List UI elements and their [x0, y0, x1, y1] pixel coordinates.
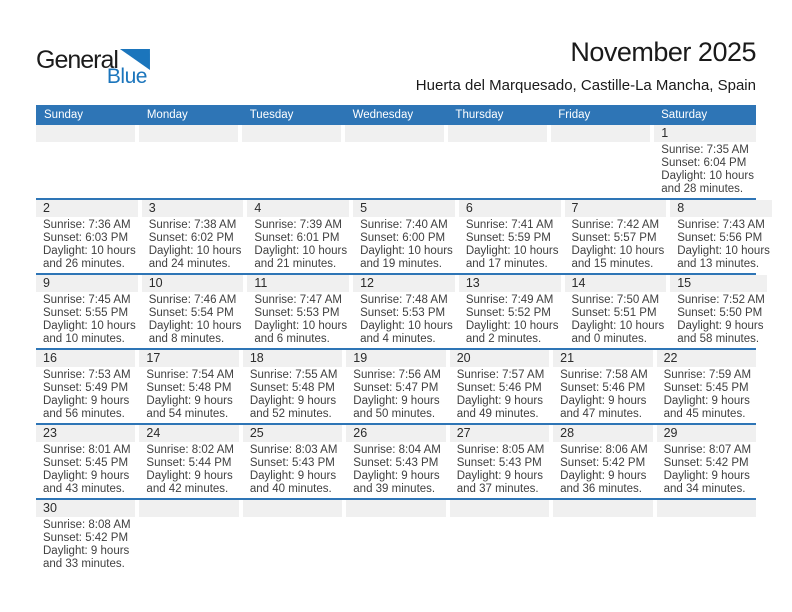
day-cell-18 — [243, 350, 342, 423]
day-cell-26 — [346, 425, 445, 498]
day-detail-line: and 17 minutes. — [465, 258, 548, 270]
day-cell-10 — [142, 275, 244, 348]
day-details — [553, 442, 652, 498]
day-number: 22 — [657, 350, 756, 367]
day-detail-line: Daylight: 9 hours — [43, 545, 130, 557]
day-cell-5 — [353, 200, 455, 273]
day-detail-line: Sunrise: 7:55 AM — [249, 369, 338, 381]
day-number: 10 — [142, 275, 244, 292]
day-cell-empty — [345, 125, 444, 198]
day-cell-14 — [565, 275, 667, 348]
day-detail-line: Sunrise: 7:49 AM — [465, 294, 554, 306]
day-detail-line: Sunset: 5:52 PM — [465, 307, 551, 319]
day-detail-line: and 47 minutes. — [560, 408, 642, 420]
day-number-empty — [346, 500, 445, 517]
day-detail-line: Sunset: 5:56 PM — [677, 232, 763, 244]
day-detail-line: Sunrise: 7:40 AM — [360, 219, 448, 231]
day-detail-line: Daylight: 10 hours — [43, 245, 136, 257]
day-cell-27 — [450, 425, 549, 498]
day-number: 8 — [670, 200, 772, 217]
day-detail-line: Sunrise: 7:47 AM — [254, 294, 342, 306]
day-detail-line: Daylight: 9 hours — [663, 470, 750, 482]
day-details — [36, 442, 135, 498]
day-number: 19 — [346, 350, 445, 367]
day-number-empty — [242, 125, 341, 142]
day-number-empty — [243, 500, 342, 517]
day-cell-8 — [670, 200, 772, 273]
day-detail-line: and 0 minutes. — [571, 333, 647, 345]
day-cell-20 — [450, 350, 549, 423]
day-detail-line: Daylight: 10 hours — [571, 245, 665, 257]
day-detail-line: Sunrise: 8:02 AM — [146, 444, 234, 456]
day-details — [36, 217, 138, 273]
week-row-1 — [36, 125, 756, 200]
day-cell-29 — [657, 425, 756, 498]
day-number: 16 — [36, 350, 135, 367]
day-number-empty — [553, 500, 652, 517]
day-cell-15 — [670, 275, 767, 348]
day-number: 4 — [247, 200, 349, 217]
day-detail-line: Sunrise: 7:38 AM — [148, 219, 237, 231]
weekday-thursday: Thursday — [455, 109, 504, 121]
day-detail-line: Daylight: 10 hours — [465, 320, 559, 332]
day-detail-line: Sunrise: 7:36 AM — [43, 219, 131, 231]
day-detail-line: and 43 minutes. — [43, 483, 125, 495]
day-detail-line: and 33 minutes. — [43, 558, 125, 570]
day-detail-line: Daylight: 10 hours — [360, 245, 453, 257]
day-cell-12 — [353, 275, 455, 348]
weekday-tuesday: Tuesday — [249, 109, 294, 121]
day-details — [654, 142, 756, 198]
day-detail-line: Sunset: 5:53 PM — [254, 307, 340, 319]
day-detail-line: Sunrise: 7:58 AM — [560, 369, 648, 381]
day-details — [670, 217, 772, 273]
day-detail-line: Daylight: 10 hours — [148, 320, 242, 332]
logo-text-general: General — [36, 46, 118, 74]
day-detail-line: Sunrise: 7:45 AM — [43, 294, 131, 306]
day-detail-line: Sunrise: 8:01 AM — [43, 444, 131, 456]
day-number-empty — [448, 125, 547, 142]
day-cell-empty — [450, 500, 549, 573]
day-detail-line: Sunset: 5:57 PM — [571, 232, 657, 244]
calendar-table — [36, 105, 770, 573]
day-detail-line: Sunrise: 7:56 AM — [353, 369, 441, 381]
day-detail-line: Sunset: 5:48 PM — [146, 382, 232, 394]
day-cell-11 — [247, 275, 349, 348]
day-detail-line: and 52 minutes. — [249, 408, 332, 420]
day-detail-line: Daylight: 9 hours — [456, 470, 543, 482]
day-cell-23 — [36, 425, 135, 498]
day-cell-30 — [36, 500, 135, 573]
day-detail-line: Sunrise: 7:53 AM — [43, 369, 131, 381]
day-number: 12 — [353, 275, 455, 292]
day-details — [459, 292, 561, 348]
day-number-empty — [345, 125, 444, 142]
day-detail-line: and 4 minutes. — [360, 333, 436, 345]
day-detail-line: Sunset: 6:00 PM — [360, 232, 446, 244]
week-row-3 — [36, 275, 765, 350]
day-detail-line: and 58 minutes. — [677, 333, 760, 345]
day-cell-empty — [243, 500, 342, 573]
day-details — [353, 217, 455, 273]
day-detail-line: Daylight: 9 hours — [43, 470, 130, 482]
weekday-wednesday: Wednesday — [352, 109, 414, 121]
day-detail-line: Sunrise: 8:06 AM — [560, 444, 648, 456]
day-detail-line: and 54 minutes. — [146, 408, 229, 420]
day-detail-line: Daylight: 9 hours — [353, 395, 440, 407]
day-detail-line: Sunset: 5:55 PM — [43, 307, 129, 319]
day-detail-line: Sunset: 5:48 PM — [249, 382, 335, 394]
day-details — [450, 367, 549, 423]
day-number: 29 — [657, 425, 756, 442]
day-cell-empty — [36, 125, 135, 198]
day-number: 14 — [565, 275, 667, 292]
day-detail-line: Sunrise: 7:57 AM — [456, 369, 545, 381]
day-detail-line: and 10 minutes. — [43, 333, 125, 345]
day-number-empty — [450, 500, 549, 517]
titles-block — [416, 38, 756, 94]
calendar-grid — [36, 125, 770, 573]
day-detail-line: Sunset: 5:54 PM — [148, 307, 234, 319]
day-cell-28 — [553, 425, 652, 498]
day-cell-empty — [242, 125, 341, 198]
day-cell-empty — [139, 125, 238, 198]
day-cell-empty — [448, 125, 547, 198]
day-detail-line: and 2 minutes. — [465, 333, 542, 345]
day-detail-line: Sunset: 6:01 PM — [254, 232, 340, 244]
day-details — [142, 292, 244, 348]
day-cell-empty — [551, 125, 650, 198]
day-detail-line: Daylight: 9 hours — [249, 470, 337, 482]
day-detail-line: and 24 minutes. — [148, 258, 231, 270]
day-detail-line: Sunrise: 8:05 AM — [456, 444, 545, 456]
day-detail-line: and 8 minutes. — [148, 333, 225, 345]
day-detail-line: Sunrise: 7:42 AM — [571, 219, 660, 231]
day-detail-line: Sunset: 5:59 PM — [465, 232, 551, 244]
day-cell-3 — [142, 200, 244, 273]
day-detail-line: and 40 minutes. — [249, 483, 332, 495]
day-detail-line: Sunset: 5:42 PM — [43, 532, 129, 544]
day-detail-line: and 36 minutes. — [560, 483, 642, 495]
day-number: 28 — [553, 425, 652, 442]
weekday-monday: Monday — [146, 109, 188, 121]
day-number: 23 — [36, 425, 135, 442]
day-details — [450, 442, 549, 498]
day-details — [247, 217, 349, 273]
day-detail-line: Sunset: 5:45 PM — [663, 382, 749, 394]
day-detail-line: Daylight: 9 hours — [560, 395, 647, 407]
week-row-5 — [36, 425, 756, 500]
day-detail-line: Daylight: 10 hours — [254, 245, 348, 257]
day-cell-empty — [346, 500, 445, 573]
day-details — [36, 367, 135, 423]
day-detail-line: Daylight: 9 hours — [677, 320, 764, 332]
day-detail-line: and 37 minutes. — [456, 483, 539, 495]
day-number: 1 — [654, 125, 756, 142]
day-details — [657, 442, 756, 498]
day-details — [142, 217, 244, 273]
day-number: 11 — [247, 275, 349, 292]
day-detail-line: Sunset: 5:43 PM — [353, 457, 439, 469]
day-detail-line: Sunrise: 7:52 AM — [677, 294, 765, 306]
day-detail-line: Sunset: 5:49 PM — [43, 382, 129, 394]
day-details — [346, 442, 445, 498]
page-title: November 2025 — [570, 37, 756, 67]
day-detail-line: Sunset: 5:42 PM — [560, 457, 646, 469]
day-detail-line: Sunset: 6:02 PM — [148, 232, 234, 244]
day-detail-line: Sunset: 6:04 PM — [661, 157, 747, 169]
weekday-friday: Friday — [558, 109, 591, 121]
day-detail-line: Daylight: 10 hours — [254, 320, 348, 332]
day-cell-1 — [654, 125, 756, 198]
general-blue-logo — [36, 38, 150, 87]
day-number: 15 — [670, 275, 767, 292]
day-cell-25 — [243, 425, 342, 498]
day-number: 27 — [450, 425, 549, 442]
day-number: 7 — [565, 200, 667, 217]
day-number-empty — [36, 125, 135, 142]
day-details — [36, 517, 135, 573]
week-row-6 — [36, 500, 756, 573]
page-subtitle: Huerta del Marquesado, Castille-La Mancha, Spain — [415, 76, 756, 94]
day-detail-line: Daylight: 9 hours — [353, 470, 440, 482]
day-number-empty — [139, 125, 238, 142]
day-cell-empty — [139, 500, 238, 573]
day-number: 30 — [36, 500, 135, 517]
day-detail-line: Daylight: 10 hours — [677, 245, 770, 257]
day-cell-9 — [36, 275, 138, 348]
day-number: 2 — [36, 200, 138, 217]
day-detail-line: Sunset: 5:43 PM — [456, 457, 542, 469]
day-detail-line: Sunrise: 7:54 AM — [146, 369, 234, 381]
day-number: 18 — [243, 350, 342, 367]
day-detail-line: Sunrise: 7:43 AM — [677, 219, 765, 231]
day-cell-empty — [553, 500, 652, 573]
day-detail-line: Sunrise: 7:39 AM — [254, 219, 342, 231]
day-detail-line: Daylight: 9 hours — [456, 395, 543, 407]
day-number: 17 — [139, 350, 238, 367]
day-detail-line: Sunrise: 7:46 AM — [148, 294, 237, 306]
day-detail-line: and 34 minutes. — [663, 483, 746, 495]
day-cell-17 — [139, 350, 238, 423]
day-details — [243, 442, 342, 498]
day-number-empty — [139, 500, 238, 517]
day-detail-line: Daylight: 9 hours — [560, 470, 647, 482]
day-detail-line: Daylight: 9 hours — [663, 395, 750, 407]
day-detail-line: Sunset: 5:51 PM — [571, 307, 657, 319]
day-detail-line: and 56 minutes. — [43, 408, 125, 420]
day-detail-line: and 45 minutes. — [663, 408, 746, 420]
day-detail-line: and 42 minutes. — [146, 483, 229, 495]
day-detail-line: Daylight: 10 hours — [148, 245, 242, 257]
day-detail-line: Sunset: 5:43 PM — [249, 457, 335, 469]
day-details — [36, 292, 138, 348]
day-detail-line: Daylight: 10 hours — [43, 320, 136, 332]
day-number: 5 — [353, 200, 455, 217]
day-number: 3 — [142, 200, 244, 217]
day-details — [139, 442, 238, 498]
day-cell-19 — [346, 350, 445, 423]
day-detail-line: Sunrise: 8:08 AM — [43, 519, 131, 531]
day-detail-line: and 15 minutes. — [571, 258, 654, 270]
day-number: 9 — [36, 275, 138, 292]
day-number: 25 — [243, 425, 342, 442]
day-detail-line: Daylight: 10 hours — [571, 320, 665, 332]
day-cell-16 — [36, 350, 135, 423]
day-detail-line: Sunset: 5:44 PM — [146, 457, 232, 469]
day-cell-7 — [565, 200, 667, 273]
day-details — [553, 367, 652, 423]
day-number: 20 — [450, 350, 549, 367]
day-cell-6 — [459, 200, 561, 273]
logo-text-blue: Blue — [106, 65, 147, 88]
day-detail-line: Sunrise: 7:35 AM — [661, 144, 749, 156]
day-detail-line: and 26 minutes. — [43, 258, 125, 270]
day-detail-line: Sunset: 5:53 PM — [360, 307, 446, 319]
day-detail-line: Sunrise: 8:07 AM — [663, 444, 752, 456]
day-cell-21 — [553, 350, 652, 423]
day-details — [139, 367, 238, 423]
day-number-empty — [551, 125, 650, 142]
day-details — [346, 367, 445, 423]
day-detail-line: Sunset: 5:46 PM — [456, 382, 542, 394]
day-detail-line: Sunrise: 7:41 AM — [465, 219, 554, 231]
day-number: 6 — [459, 200, 561, 217]
day-details — [353, 292, 455, 348]
day-detail-line: Sunrise: 7:59 AM — [663, 369, 752, 381]
top-bar — [36, 38, 756, 94]
day-cell-empty — [657, 500, 756, 573]
day-detail-line: Daylight: 10 hours — [661, 170, 754, 182]
week-row-4 — [36, 350, 756, 425]
weekday-sunday: Sunday — [44, 109, 84, 121]
day-cell-22 — [657, 350, 756, 423]
week-row-2 — [36, 200, 770, 275]
day-detail-line: Sunrise: 8:03 AM — [249, 444, 338, 456]
day-detail-line: Daylight: 9 hours — [146, 395, 233, 407]
day-number: 24 — [139, 425, 238, 442]
day-detail-line: and 28 minutes. — [661, 183, 744, 195]
day-detail-line: Daylight: 10 hours — [360, 320, 453, 332]
day-detail-line: Sunrise: 8:04 AM — [353, 444, 441, 456]
day-detail-line: Sunset: 5:50 PM — [677, 307, 763, 319]
weekday-header-row — [36, 105, 756, 125]
day-detail-line: and 49 minutes. — [456, 408, 539, 420]
day-details — [459, 217, 561, 273]
day-details — [670, 292, 767, 348]
day-detail-line: Sunrise: 7:48 AM — [360, 294, 448, 306]
day-details — [657, 367, 756, 423]
day-details — [565, 292, 667, 348]
day-cell-2 — [36, 200, 138, 273]
day-detail-line: Sunset: 6:03 PM — [43, 232, 129, 244]
day-details — [243, 367, 342, 423]
day-number: 13 — [459, 275, 561, 292]
day-detail-line: and 50 minutes. — [353, 408, 436, 420]
day-details — [247, 292, 349, 348]
day-detail-line: and 21 minutes. — [254, 258, 337, 270]
day-detail-line: Sunset: 5:42 PM — [663, 457, 749, 469]
day-detail-line: Daylight: 10 hours — [465, 245, 559, 257]
day-detail-line: Sunset: 5:46 PM — [560, 382, 646, 394]
day-number-empty — [657, 500, 756, 517]
day-detail-line: Daylight: 9 hours — [43, 395, 130, 407]
weekday-saturday: Saturday — [661, 109, 708, 121]
day-cell-24 — [139, 425, 238, 498]
day-cell-13 — [459, 275, 561, 348]
day-detail-line: Sunrise: 7:50 AM — [571, 294, 660, 306]
day-detail-line: Daylight: 9 hours — [249, 395, 337, 407]
day-number: 26 — [346, 425, 445, 442]
day-detail-line: and 13 minutes. — [677, 258, 760, 270]
day-detail-line: Daylight: 9 hours — [146, 470, 233, 482]
day-details — [565, 217, 667, 273]
day-detail-line: Sunset: 5:45 PM — [43, 457, 129, 469]
day-detail-line: and 19 minutes. — [360, 258, 442, 270]
day-detail-line: and 39 minutes. — [353, 483, 436, 495]
day-number: 21 — [553, 350, 652, 367]
day-detail-line: Sunset: 5:47 PM — [353, 382, 439, 394]
day-cell-4 — [247, 200, 349, 273]
day-detail-line: and 6 minutes. — [254, 333, 330, 345]
